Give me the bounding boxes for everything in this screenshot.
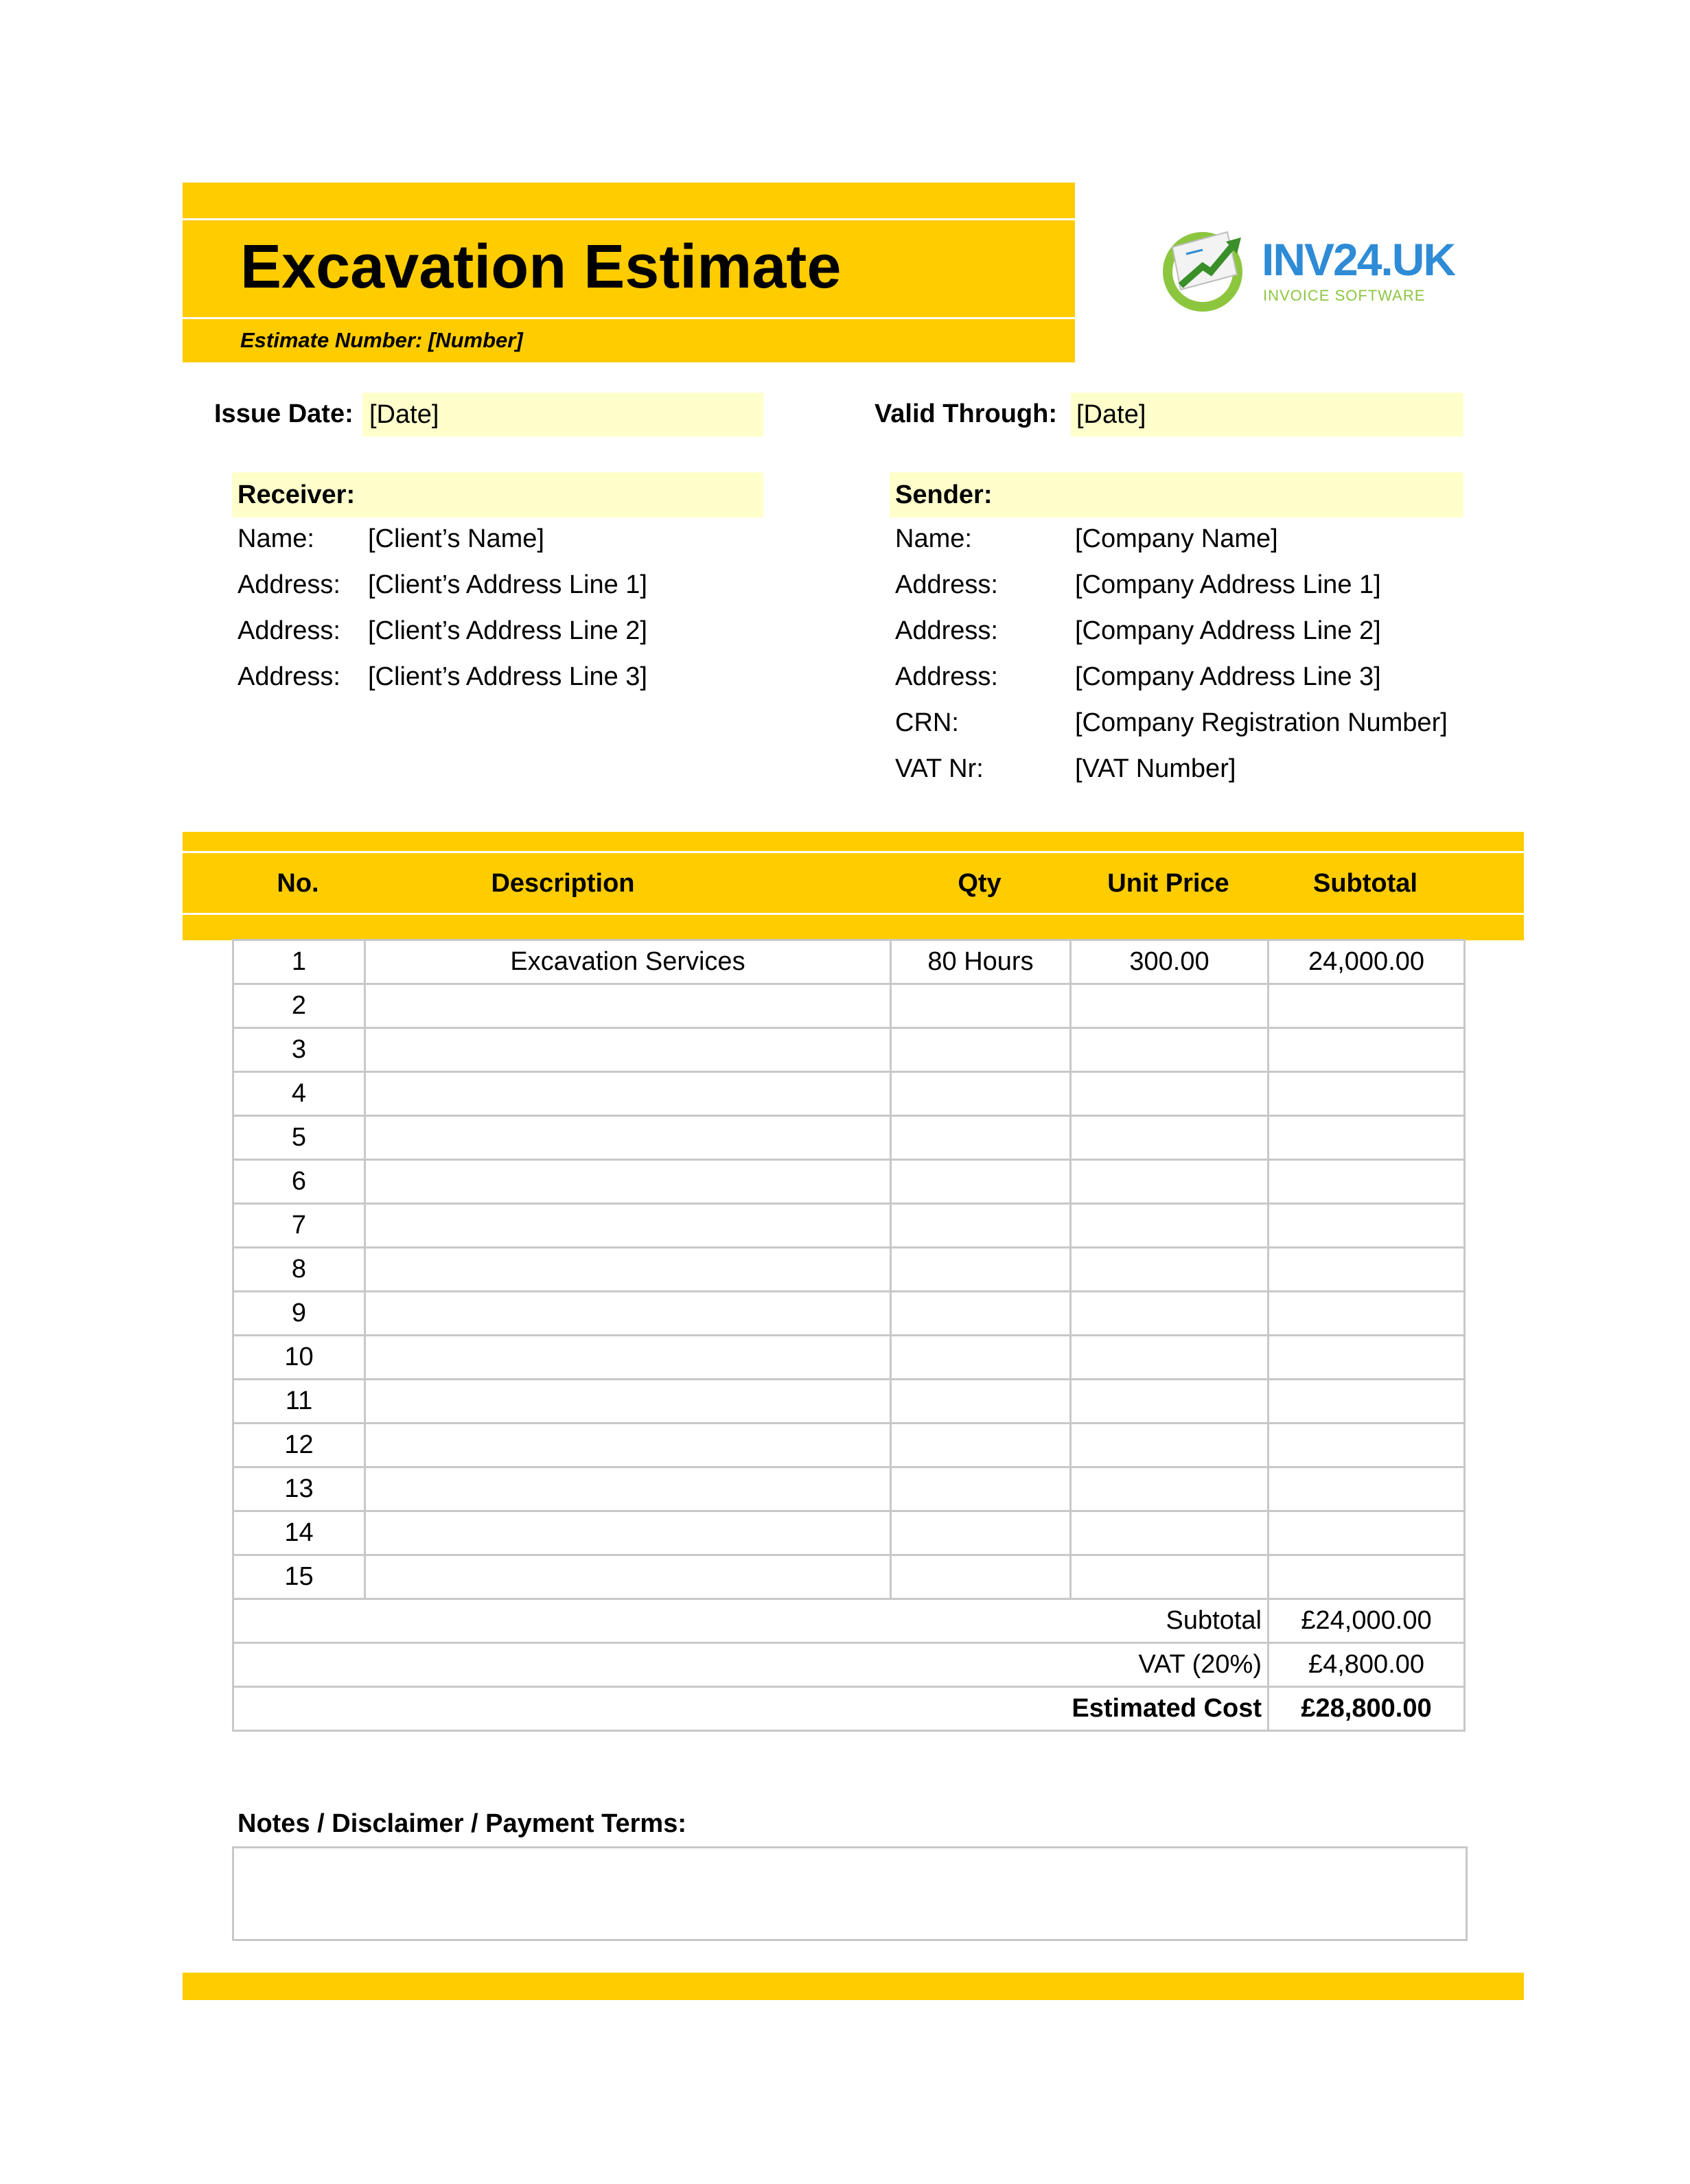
row-number-cell: 3 bbox=[233, 1028, 365, 1072]
unit-price-cell[interactable] bbox=[1071, 1028, 1269, 1072]
table-row bbox=[233, 1424, 1465, 1467]
receiver-value[interactable]: [Client’s Address Line 3] bbox=[368, 662, 647, 691]
estimate-number: Estimate Number: [Number] bbox=[240, 328, 523, 352]
receiver-label: Address: bbox=[238, 616, 340, 645]
unit-price-cell[interactable] bbox=[1071, 1380, 1269, 1424]
unit-price-cell[interactable] bbox=[1071, 1116, 1269, 1160]
row-number-cell: 9 bbox=[233, 1292, 365, 1336]
line-subtotal-cell[interactable] bbox=[1269, 1555, 1465, 1599]
line-subtotal-cell[interactable] bbox=[1269, 1028, 1465, 1072]
table-header-divider bbox=[183, 851, 1524, 853]
row-number-cell: 7 bbox=[233, 1204, 365, 1248]
unit-price-cell[interactable] bbox=[1071, 984, 1269, 1028]
receiver-heading: Receiver: bbox=[232, 472, 763, 518]
qty-cell[interactable] bbox=[891, 1511, 1071, 1555]
qty-cell[interactable] bbox=[891, 1248, 1071, 1292]
qty-cell[interactable] bbox=[891, 1380, 1071, 1424]
line-subtotal-cell[interactable] bbox=[1269, 1380, 1465, 1424]
unit-price-cell[interactable] bbox=[1071, 1555, 1269, 1599]
description-cell[interactable] bbox=[365, 1467, 891, 1511]
receiver-value[interactable]: [Client’s Name] bbox=[368, 524, 544, 553]
unit-price-cell[interactable] bbox=[1071, 1511, 1269, 1555]
sender-label: Address: bbox=[895, 616, 998, 645]
receiver-label: Address: bbox=[238, 662, 340, 691]
table-row bbox=[233, 1292, 1465, 1336]
unit-price-cell[interactable] bbox=[1071, 1467, 1269, 1511]
row-number-cell: 11 bbox=[233, 1380, 365, 1424]
row-number-cell: 12 bbox=[233, 1424, 365, 1467]
total-label: Subtotal bbox=[233, 1599, 1269, 1643]
description-cell[interactable] bbox=[365, 1028, 891, 1072]
qty-cell[interactable] bbox=[891, 1555, 1071, 1599]
table-row bbox=[233, 1160, 1465, 1204]
total-label: Estimated Cost bbox=[233, 1687, 1269, 1731]
column-header-subtotal: Subtotal bbox=[1313, 869, 1417, 898]
sender-label: VAT Nr: bbox=[895, 754, 984, 783]
receiver-label: Name: bbox=[238, 524, 314, 553]
issue-date-label: Issue Date: bbox=[214, 399, 354, 428]
row-number-cell: 6 bbox=[233, 1160, 365, 1204]
row-number-cell: 8 bbox=[233, 1248, 365, 1292]
issue-date-field[interactable]: [Date] bbox=[362, 393, 763, 437]
table-row bbox=[233, 1380, 1465, 1424]
description-cell[interactable] bbox=[365, 1424, 891, 1467]
unit-price-cell[interactable] bbox=[1071, 1248, 1269, 1292]
row-number-cell: 10 bbox=[233, 1336, 365, 1380]
receiver-label: Address: bbox=[238, 570, 340, 599]
row-number-cell: 4 bbox=[233, 1072, 365, 1116]
line-subtotal-cell[interactable] bbox=[1269, 1467, 1465, 1511]
sender-value[interactable]: [Company Registration Number] bbox=[1075, 708, 1448, 737]
qty-cell[interactable] bbox=[891, 984, 1071, 1028]
total-value: £28,800.00 bbox=[1269, 1687, 1465, 1731]
totals-row bbox=[233, 1643, 1465, 1687]
table-row bbox=[233, 1511, 1465, 1555]
table-row bbox=[233, 984, 1465, 1028]
qty-cell[interactable] bbox=[891, 1204, 1071, 1248]
sender-heading: Sender: bbox=[890, 472, 1463, 518]
line-subtotal-cell[interactable] bbox=[1269, 1160, 1465, 1204]
column-header-unit-price: Unit Price bbox=[1107, 869, 1229, 898]
row-number-cell: 14 bbox=[233, 1511, 365, 1555]
notes-field[interactable] bbox=[232, 1846, 1468, 1941]
unit-price-cell[interactable] bbox=[1071, 1204, 1269, 1248]
unit-price-cell[interactable] bbox=[1071, 1160, 1269, 1204]
page-title: Excavation Estimate bbox=[240, 233, 842, 301]
unit-price-cell[interactable] bbox=[1071, 1336, 1269, 1380]
sender-label: CRN: bbox=[895, 708, 959, 737]
row-number-cell: 15 bbox=[233, 1555, 365, 1599]
row-number-cell: 1 bbox=[233, 940, 365, 984]
line-subtotal-cell[interactable]: 24,000.00 bbox=[1269, 940, 1465, 984]
description-cell[interactable] bbox=[365, 1204, 891, 1248]
line-subtotal-cell[interactable] bbox=[1269, 1204, 1465, 1248]
description-cell[interactable] bbox=[365, 1116, 891, 1160]
table-row bbox=[233, 1467, 1465, 1511]
description-cell[interactable] bbox=[365, 1292, 891, 1336]
table-row bbox=[233, 1028, 1465, 1072]
column-header-no: No. bbox=[277, 869, 319, 898]
qty-cell[interactable] bbox=[891, 1028, 1071, 1072]
sender-label: Name: bbox=[895, 524, 972, 553]
valid-through-label: Valid Through: bbox=[875, 399, 1057, 428]
line-subtotal-cell[interactable] bbox=[1269, 1072, 1465, 1116]
line-subtotal-cell[interactable] bbox=[1269, 1116, 1465, 1160]
qty-cell[interactable] bbox=[891, 1160, 1071, 1204]
line-subtotal-cell[interactable] bbox=[1269, 1336, 1465, 1380]
unit-price-cell[interactable] bbox=[1071, 1424, 1269, 1467]
receiver-value[interactable]: [Client’s Address Line 2] bbox=[368, 616, 647, 645]
valid-through-field[interactable]: [Date] bbox=[1071, 393, 1463, 437]
table-row bbox=[233, 1555, 1465, 1599]
sender-value[interactable]: [VAT Number] bbox=[1075, 754, 1236, 783]
description-cell[interactable] bbox=[365, 1511, 891, 1555]
qty-cell[interactable] bbox=[891, 1072, 1071, 1116]
sender-label: Address: bbox=[895, 570, 998, 599]
notes-heading: Notes / Disclaimer / Payment Terms: bbox=[238, 1809, 686, 1838]
line-subtotal-cell[interactable] bbox=[1269, 1248, 1465, 1292]
row-number-cell: 13 bbox=[233, 1467, 365, 1511]
description-cell[interactable] bbox=[365, 1072, 891, 1116]
description-cell[interactable] bbox=[365, 1380, 891, 1424]
qty-cell[interactable] bbox=[891, 1116, 1071, 1160]
description-cell[interactable] bbox=[365, 984, 891, 1028]
description-cell[interactable]: Excavation Services bbox=[365, 940, 891, 984]
logo-tagline: INVOICE SOFTWARE bbox=[1263, 287, 1426, 304]
qty-cell[interactable]: 80 Hours bbox=[891, 940, 1071, 984]
line-subtotal-cell[interactable] bbox=[1269, 984, 1465, 1028]
receiver-value[interactable]: [Client’s Address Line 1] bbox=[368, 570, 647, 599]
logo-icon bbox=[1160, 226, 1249, 313]
total-value: £4,800.00 bbox=[1269, 1643, 1465, 1687]
table-row bbox=[233, 1248, 1465, 1292]
unit-price-cell[interactable] bbox=[1071, 1072, 1269, 1116]
sender-value[interactable]: [Company Address Line 3] bbox=[1075, 662, 1381, 691]
description-cell[interactable] bbox=[365, 1160, 891, 1204]
row-number-cell: 2 bbox=[233, 984, 365, 1028]
line-subtotal-cell[interactable] bbox=[1269, 1424, 1465, 1467]
totals-row bbox=[233, 1599, 1465, 1643]
row-number-cell: 5 bbox=[233, 1116, 365, 1160]
sender-value[interactable]: [Company Address Line 1] bbox=[1075, 570, 1381, 599]
sender-value[interactable]: [Company Address Line 2] bbox=[1075, 616, 1381, 645]
column-header-qty: Qty bbox=[958, 869, 1002, 898]
description-cell[interactable] bbox=[365, 1248, 891, 1292]
table-row bbox=[233, 1336, 1465, 1380]
description-cell[interactable] bbox=[365, 1555, 891, 1599]
table-header-divider bbox=[183, 913, 1524, 915]
qty-cell[interactable] bbox=[891, 1424, 1071, 1467]
footer-band bbox=[183, 1973, 1524, 2000]
qty-cell[interactable] bbox=[891, 1467, 1071, 1511]
items-table bbox=[232, 939, 1466, 1732]
sender-label: Address: bbox=[895, 662, 998, 691]
qty-cell[interactable] bbox=[891, 1292, 1071, 1336]
table-row bbox=[233, 1204, 1465, 1248]
description-cell[interactable] bbox=[365, 1336, 891, 1380]
logo-brand: INV24.UK bbox=[1262, 234, 1455, 285]
line-subtotal-cell[interactable] bbox=[1269, 1511, 1465, 1555]
title-band-divider bbox=[183, 218, 1075, 220]
total-value: £24,000.00 bbox=[1269, 1599, 1465, 1643]
table-row bbox=[233, 1072, 1465, 1116]
table-row bbox=[233, 940, 1465, 984]
table-row bbox=[233, 1116, 1465, 1160]
column-header-description: Description bbox=[491, 869, 635, 898]
qty-cell[interactable] bbox=[891, 1336, 1071, 1380]
unit-price-cell[interactable]: 300.00 bbox=[1071, 940, 1269, 984]
totals-row bbox=[233, 1687, 1465, 1731]
title-band-divider bbox=[183, 317, 1075, 319]
sender-value[interactable]: [Company Name] bbox=[1075, 524, 1278, 553]
line-subtotal-cell[interactable] bbox=[1269, 1292, 1465, 1336]
total-label: VAT (20%) bbox=[233, 1643, 1269, 1687]
unit-price-cell[interactable] bbox=[1071, 1292, 1269, 1336]
